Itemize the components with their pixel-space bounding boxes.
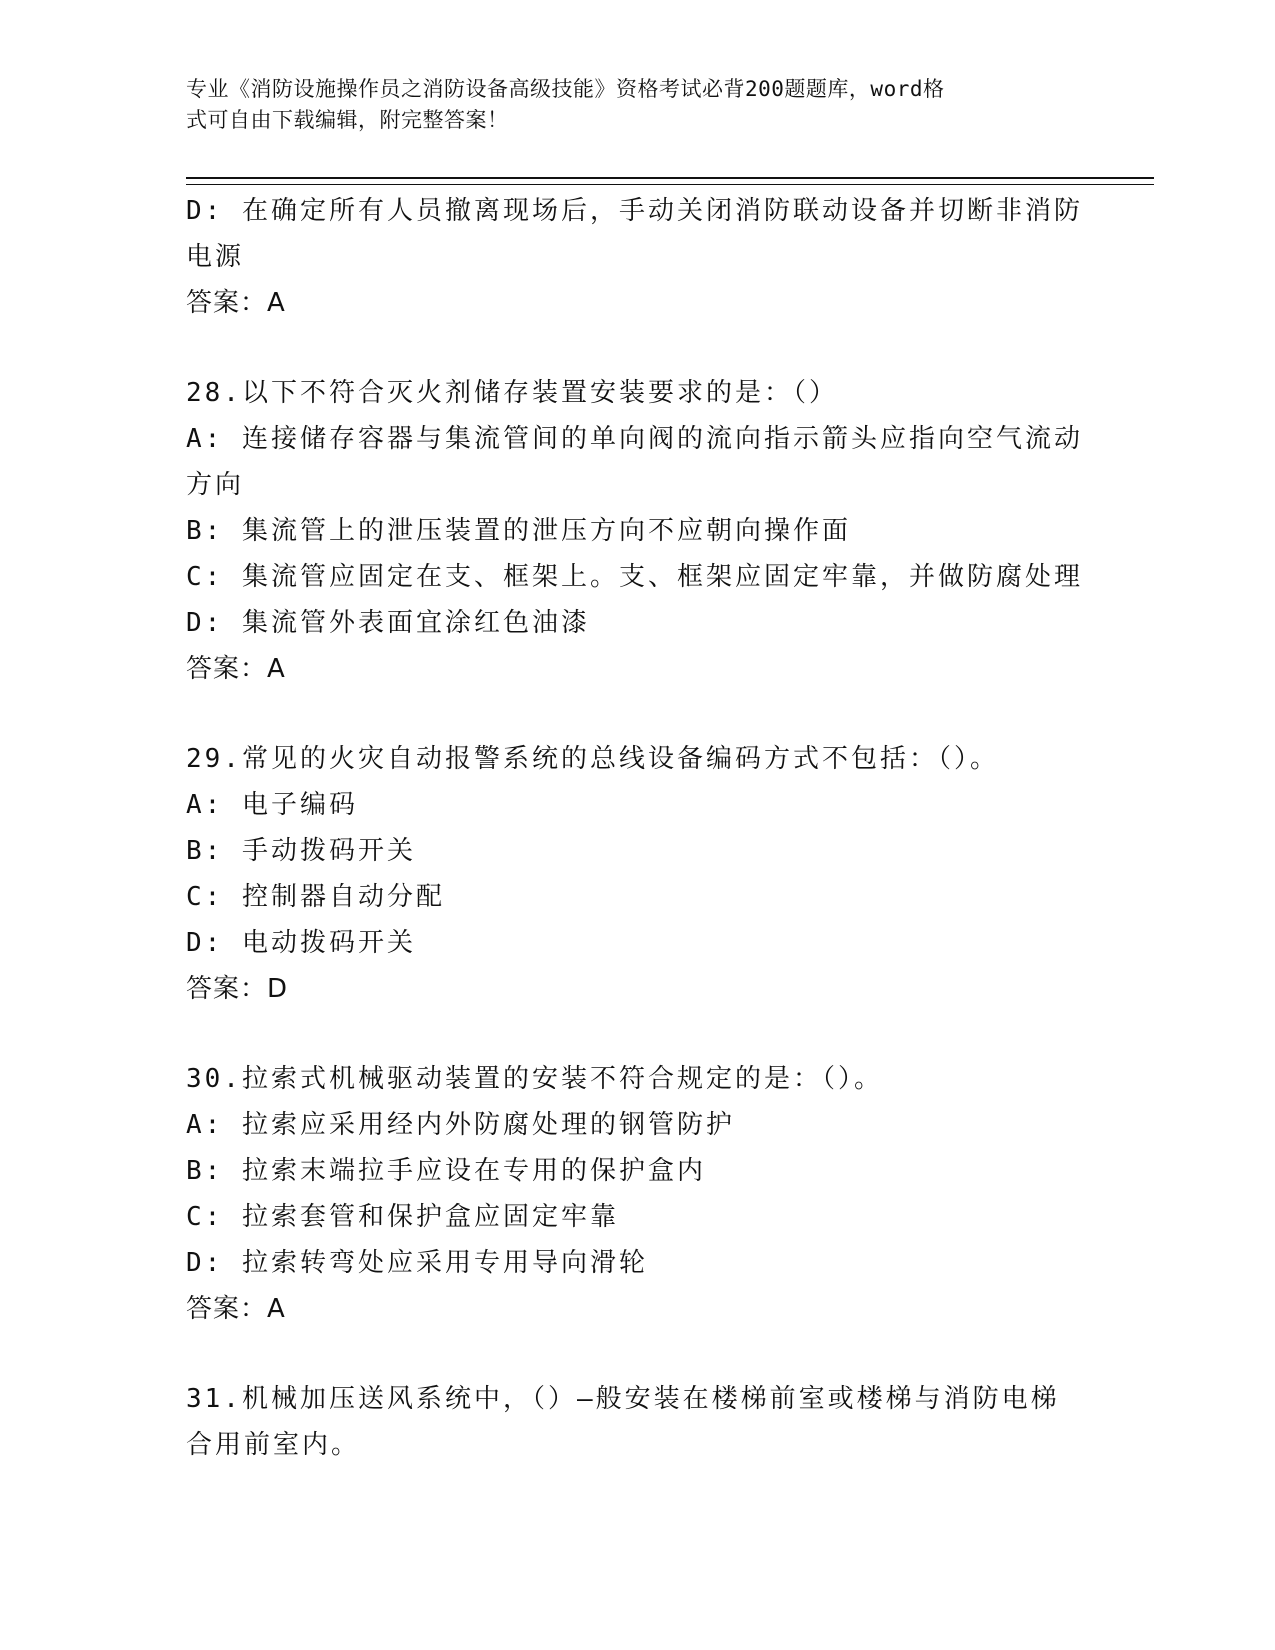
question-28 bbox=[186, 370, 1086, 692]
question-31 bbox=[186, 1376, 1086, 1468]
option-b: B: 拉索末端拉手应设在专用的保护盒内 bbox=[186, 1156, 706, 1186]
question-stem: 29.常见的火灾自动报警系统的总线设备编码方式不包括：（）。 bbox=[186, 744, 999, 774]
question-content bbox=[186, 188, 1086, 1468]
question-stem: 30.拉索式机械驱动装置的安装不符合规定的是：（）。 bbox=[186, 1064, 883, 1094]
answer-line: 答案：D bbox=[186, 974, 289, 1004]
option-c: C: 控制器自动分配 bbox=[186, 882, 445, 912]
option-b: B: 手动拨码开关 bbox=[186, 836, 416, 866]
option-b: B: 集流管上的泄压装置的泄压方向不应朝向操作面 bbox=[186, 516, 851, 546]
header-rule-thin bbox=[186, 184, 1154, 185]
option-a: A: 电子编码 bbox=[186, 790, 358, 820]
question-30 bbox=[186, 1056, 1086, 1332]
option-d: D: 电动拨码开关 bbox=[186, 928, 416, 958]
header-line-2: 式可自由下载编辑，附完整答案！ bbox=[186, 108, 509, 132]
option-a-line-2: 方向 bbox=[186, 470, 245, 500]
question-29 bbox=[186, 736, 1086, 1012]
header-line-1: 专业《消防设施操作员之消防设备高级技能》资格考试必背200题题库，word格 bbox=[186, 77, 945, 101]
answer-line: 答案：A bbox=[186, 288, 286, 318]
previous-question-tail bbox=[186, 188, 1086, 326]
question-stem: 28.以下不符合灭火剂储存装置安装要求的是：（） bbox=[186, 378, 838, 408]
option-a-line-1: A: 连接储存容器与集流管间的单向阀的流向指示箭头应指向空气流动 bbox=[186, 424, 1083, 454]
question-stem-line-1: 31.机械加压送风系统中，（）—般安装在楼梯前室或楼梯与消防电梯 bbox=[186, 1384, 1060, 1414]
answer-line: 答案：A bbox=[186, 1294, 286, 1324]
option-c: C: 集流管应固定在支、框架上。支、框架应固定牢靠，并做防腐处理 bbox=[186, 562, 1083, 592]
option-d-line-1: D: 在确定所有人员撤离现场后，手动关闭消防联动设备并切断非消防 bbox=[186, 196, 1083, 226]
option-d-line-2: 电源 bbox=[186, 242, 245, 272]
question-stem-line-2: 合用前室内。 bbox=[186, 1430, 361, 1460]
option-d: D: 集流管外表面宜涂红色油漆 bbox=[186, 608, 590, 638]
document-header bbox=[186, 74, 1066, 136]
option-d: D: 拉索转弯处应采用专用导向滑轮 bbox=[186, 1248, 648, 1278]
header-rule-thick bbox=[186, 177, 1154, 179]
option-c: C: 拉索套管和保护盒应固定牢靠 bbox=[186, 1202, 619, 1232]
answer-line: 答案：A bbox=[186, 654, 286, 684]
option-a: A: 拉索应采用经内外防腐处理的钢管防护 bbox=[186, 1110, 735, 1140]
